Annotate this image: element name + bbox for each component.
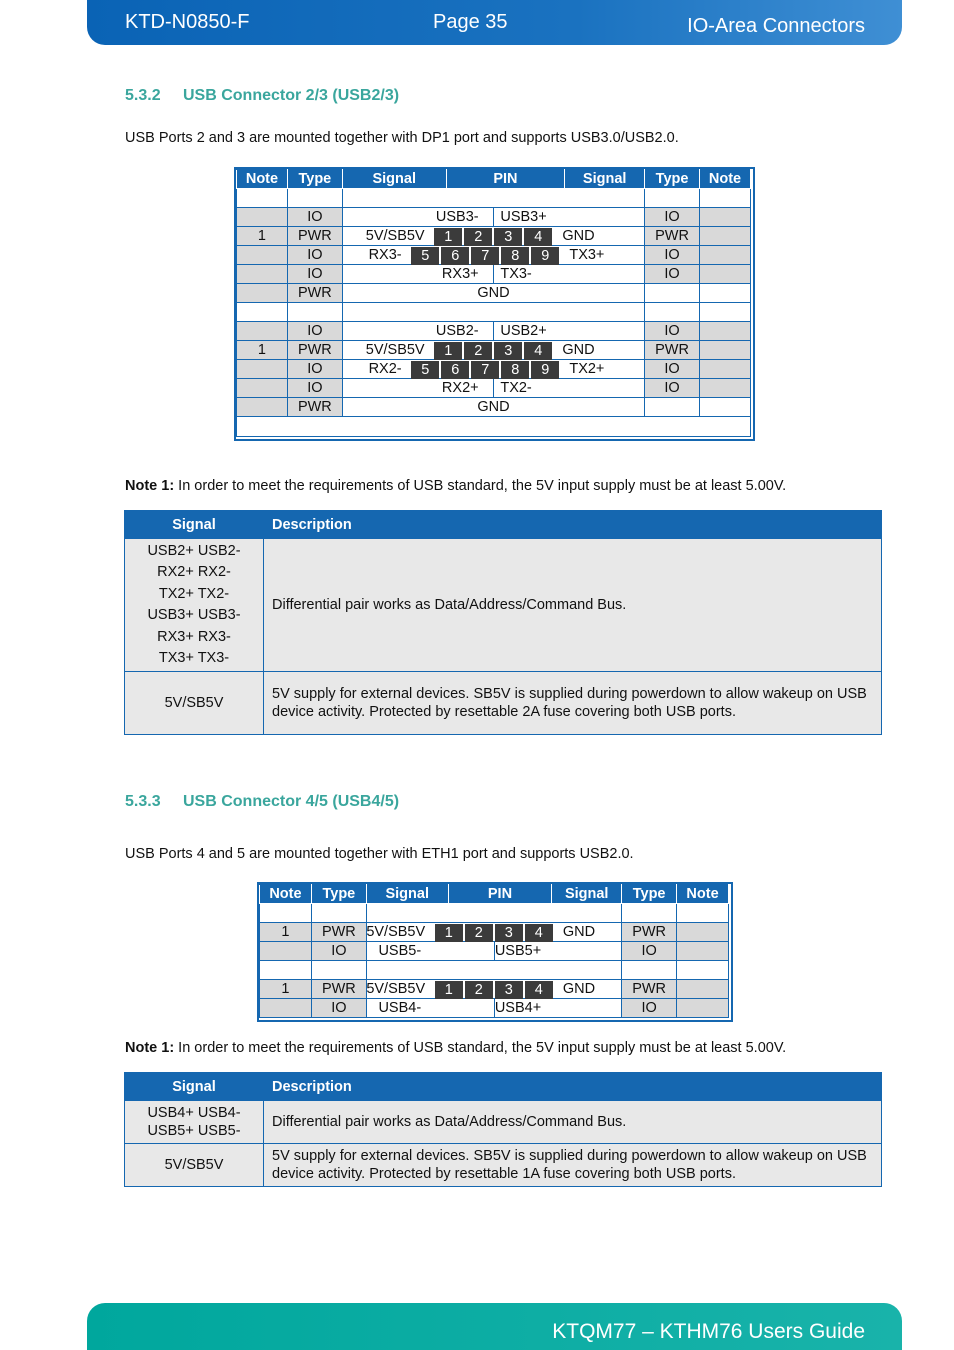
signal-name: 5V/SB5V — [164, 695, 224, 711]
signal-pin-cell — [342, 322, 644, 341]
signal-cell — [125, 1144, 264, 1187]
pin-number: 1 — [434, 228, 462, 246]
header-cell: Note — [260, 885, 312, 904]
note-cell — [237, 379, 288, 398]
note-cell — [677, 980, 729, 999]
signal-pin-area — [343, 341, 644, 359]
spacer-cell — [366, 904, 621, 923]
type-cell: IO — [287, 322, 342, 341]
spacer-cell — [622, 904, 677, 923]
table-header — [125, 511, 882, 539]
table-row — [237, 360, 751, 379]
type-cell: PWR — [287, 398, 342, 417]
note-label: Note 1: — [125, 478, 175, 494]
type-cell: IO — [287, 265, 342, 284]
signal-pin-cell — [342, 246, 644, 265]
type-cell: IO — [645, 265, 700, 284]
pin-number: 1 — [435, 981, 463, 999]
note-cell: 1 — [260, 980, 312, 999]
type-cell: IO — [645, 322, 700, 341]
spacer-cell — [342, 303, 644, 322]
signal-pin-area — [343, 265, 644, 283]
note-cell — [700, 246, 751, 265]
signal-name: USB4+ USB4- — [147, 1105, 241, 1121]
signal-right: TX2+ — [569, 361, 605, 377]
header-cell: Type — [311, 885, 366, 904]
divider — [493, 208, 494, 226]
note-cell — [260, 999, 312, 1018]
type-cell — [645, 398, 700, 417]
table-row — [237, 208, 751, 227]
description-cell: Differential pair works as Data/Address/Command Bus. — [264, 539, 882, 672]
type-cell: PWR — [311, 923, 366, 942]
signal-right: GND — [562, 228, 595, 244]
pin-number: 5 — [411, 247, 439, 265]
table-row — [260, 999, 729, 1018]
header-cell: Signal — [366, 885, 448, 904]
type-cell: IO — [287, 246, 342, 265]
section-title: USB Connector 2/3 (USB2/3) — [183, 87, 400, 104]
note-1 — [125, 1040, 786, 1056]
signal-pin-cell — [366, 999, 621, 1018]
header-cell: Signal — [125, 511, 264, 539]
signal-pin-cell — [342, 265, 644, 284]
type-cell: PWR — [622, 923, 677, 942]
pin-number: 4 — [524, 228, 552, 246]
note-cell — [260, 942, 312, 961]
type-cell: IO — [287, 208, 342, 227]
signal-right: TX2- — [500, 380, 532, 396]
type-cell: IO — [287, 360, 342, 379]
table-row — [260, 923, 729, 942]
table-row — [237, 379, 751, 398]
spacer-cell — [237, 303, 288, 322]
signal-pin-cell — [366, 942, 621, 961]
pin-number: 3 — [495, 924, 523, 942]
type-cell: IO — [645, 246, 700, 265]
spacer-cell — [645, 303, 700, 322]
signal-left: RX3+ — [441, 266, 479, 282]
doc-id: KTD-N0850-F — [125, 11, 250, 33]
type-cell: IO — [311, 942, 366, 961]
signal-pin-cell: GND — [342, 398, 644, 417]
signal-name: RX2+ RX2- — [157, 564, 231, 580]
header-cell: PIN — [448, 885, 552, 904]
spacer-cell — [237, 189, 288, 208]
type-cell: PWR — [287, 227, 342, 246]
spacer-cell — [287, 189, 342, 208]
spacer-cell — [311, 961, 366, 980]
signal-pin-area — [343, 246, 644, 264]
header-cell: PIN — [446, 170, 565, 189]
type-cell: IO — [645, 360, 700, 379]
description-row — [125, 539, 882, 672]
header-cell: Note — [700, 170, 751, 189]
table-row — [237, 246, 751, 265]
table-header — [125, 1073, 882, 1101]
type-cell: IO — [622, 942, 677, 961]
pin-number: 8 — [501, 247, 529, 265]
signal-pin-cell — [342, 341, 644, 360]
type-cell: PWR — [287, 284, 342, 303]
signal-right: USB2+ — [500, 323, 547, 339]
usb23-pin-table — [236, 169, 751, 437]
pin-number: 7 — [471, 361, 499, 379]
signal-pin-area — [367, 942, 621, 960]
header-cell: Type — [287, 170, 342, 189]
type-cell: IO — [311, 999, 366, 1018]
spacer-cell — [366, 961, 621, 980]
signal-pin-area — [343, 379, 644, 397]
spacer-cell — [237, 417, 751, 437]
signal-right: USB4+ — [494, 1000, 542, 1016]
header-cell: Signal — [552, 885, 622, 904]
note-cell — [237, 246, 288, 265]
signal-pin-area — [343, 208, 644, 226]
type-cell: PWR — [645, 227, 700, 246]
signal-name: RX3+ RX3- — [157, 628, 231, 645]
note-cell — [700, 360, 751, 379]
spacer-cell — [260, 961, 312, 980]
signal-name: USB5+ USB5- — [147, 1123, 241, 1139]
page-number: Page 35 — [433, 11, 508, 33]
header-cell: Description — [264, 1073, 882, 1101]
note-cell — [700, 284, 751, 303]
section-intro: USB Ports 2 and 3 are mounted together with DP1 port and supports USB3.0/USB2.0. — [125, 130, 679, 146]
note-cell — [677, 999, 729, 1018]
table-header — [260, 885, 729, 904]
signal-left: 5V/SB5V — [366, 981, 426, 997]
page-header — [87, 0, 902, 45]
table-header — [237, 170, 751, 189]
spacer-cell — [700, 303, 751, 322]
header-cell: Note — [677, 885, 729, 904]
guide-title: KTQM77 – KTHM76 Users Guide — [552, 1320, 865, 1343]
spacer-cell — [287, 303, 342, 322]
divider — [493, 265, 494, 283]
signal-right: GND — [562, 924, 596, 940]
note-label: Note 1: — [125, 1040, 175, 1056]
signal-cell — [125, 539, 264, 672]
pin-number: 4 — [525, 981, 553, 999]
spacer-cell — [311, 904, 366, 923]
type-cell: PWR — [622, 980, 677, 999]
signal-pin-area — [367, 923, 621, 941]
note-cell — [237, 322, 288, 341]
note-1 — [125, 478, 786, 494]
usb23-signal-description-table — [124, 510, 882, 735]
pin-number: 2 — [464, 342, 492, 360]
signal-pin-area — [343, 360, 644, 378]
signal-pin-area — [367, 999, 621, 1017]
divider — [493, 379, 494, 397]
signal-left: USB4- — [378, 1000, 422, 1016]
signal-cell — [125, 1101, 264, 1144]
signal-name: 5V/SB5V — [164, 1157, 224, 1173]
signal-right: USB3+ — [500, 209, 547, 225]
note-cell — [700, 322, 751, 341]
signal-left: RX2+ — [441, 380, 479, 396]
section-number: 5.3.2 — [125, 87, 161, 104]
note-text: In order to meet the requirements of USB standard, the 5V input supply must be at least 5.00V. — [174, 1040, 787, 1056]
spacer-row — [237, 417, 751, 437]
signal-left: RX3- — [368, 247, 402, 263]
table-row — [237, 398, 751, 417]
signal-right: TX3+ — [569, 247, 605, 263]
note-cell — [237, 398, 288, 417]
signal-pin-cell — [366, 923, 621, 942]
pin-number: 9 — [531, 247, 559, 265]
type-cell: PWR — [311, 980, 366, 999]
spacer-row — [237, 189, 751, 208]
description-row — [125, 1144, 882, 1187]
header-cell: Signal — [565, 170, 645, 189]
signal-left: USB3- — [435, 209, 479, 225]
spacer-cell — [622, 961, 677, 980]
section-title: USB Connector 4/5 (USB4/5) — [183, 793, 400, 810]
note-cell — [677, 923, 729, 942]
header-cell: Note — [237, 170, 288, 189]
description-row — [125, 672, 882, 735]
header-cell: Signal — [342, 170, 446, 189]
signal-name: TX2+ TX2- — [158, 585, 230, 602]
note-cell — [237, 265, 288, 284]
description-cell: 5V supply for external devices. SB5V is supplied during powerdown to allow wakeup on USB device activity. Protected by resettable 2A fuse covering both USB ports. — [264, 672, 882, 735]
table-row — [237, 284, 751, 303]
pin-number: 3 — [494, 342, 522, 360]
signal-name: TX3+ TX3- — [158, 650, 230, 666]
note-cell — [237, 360, 288, 379]
spacer-cell — [260, 904, 312, 923]
pin-number: 7 — [471, 247, 499, 265]
signal-right: GND — [562, 981, 596, 997]
note-cell — [700, 265, 751, 284]
note-cell — [700, 398, 751, 417]
signal-left: USB2- — [435, 323, 479, 339]
type-cell — [645, 284, 700, 303]
divider — [493, 322, 494, 340]
spacer-cell — [677, 904, 729, 923]
header-cell: Signal — [125, 1073, 264, 1101]
table-row — [237, 341, 751, 360]
note-text: In order to meet the requirements of USB standard, the 5V input supply must be at least 5.00V. — [174, 478, 787, 494]
signal-pin-area — [343, 227, 644, 245]
signal-pin-cell — [342, 379, 644, 398]
note-cell — [677, 942, 729, 961]
spacer-cell — [677, 961, 729, 980]
signal-left: USB5- — [378, 943, 422, 959]
type-cell: IO — [287, 379, 342, 398]
signal-left: 5V/SB5V — [365, 228, 425, 244]
spacer-row — [237, 303, 751, 322]
pin-number: 1 — [435, 924, 463, 942]
header-cell: Description — [264, 511, 882, 539]
spacer-cell — [342, 189, 644, 208]
description-row — [125, 1101, 882, 1144]
pin-number: 9 — [531, 361, 559, 379]
description-cell: 5V supply for external devices. SB5V is supplied during powerdown to allow wakeup on USB device activity. Protected by resettable 1A fuse covering both USB ports. — [264, 1144, 882, 1187]
section-intro: USB Ports 4 and 5 are mounted together with ETH1 port and supports USB2.0. — [125, 846, 634, 862]
pin-number: 1 — [434, 342, 462, 360]
pin-number: 8 — [501, 361, 529, 379]
pin-number: 4 — [524, 342, 552, 360]
pin-number: 2 — [465, 924, 493, 942]
note-cell: 1 — [260, 923, 312, 942]
note-cell — [700, 208, 751, 227]
table-row — [237, 227, 751, 246]
pin-number: 4 — [525, 924, 553, 942]
type-cell: IO — [645, 379, 700, 398]
note-cell — [237, 208, 288, 227]
spacer-row — [260, 961, 729, 980]
note-cell: 1 — [237, 341, 288, 360]
signal-left: 5V/SB5V — [365, 342, 425, 358]
signal-pin-cell — [342, 227, 644, 246]
section-name: IO-Area Connectors — [687, 15, 865, 37]
table-row — [260, 942, 729, 961]
signal-pin-area — [367, 980, 621, 998]
pin-number: 3 — [494, 228, 522, 246]
signal-name: USB3+ USB3- — [147, 607, 241, 623]
pin-number: 6 — [441, 247, 469, 265]
section-heading-usb45 — [125, 793, 399, 811]
type-cell: IO — [622, 999, 677, 1018]
note-cell — [700, 227, 751, 246]
note-cell — [700, 379, 751, 398]
signal-name: USB2+ USB2- — [147, 542, 241, 559]
header-cell: Type — [645, 170, 700, 189]
signal-pin-cell — [366, 980, 621, 999]
usb45-pin-table — [259, 884, 729, 1018]
pin-number: 6 — [441, 361, 469, 379]
signal-right: GND — [562, 342, 595, 358]
pin-number: 2 — [464, 228, 492, 246]
header-cell: Type — [622, 885, 677, 904]
spacer-row — [260, 904, 729, 923]
pin-number: 3 — [495, 981, 523, 999]
table-row — [237, 322, 751, 341]
type-cell: PWR — [287, 341, 342, 360]
signal-cell — [125, 672, 264, 735]
note-cell — [237, 284, 288, 303]
signal-pin-area — [343, 322, 644, 340]
type-cell: PWR — [645, 341, 700, 360]
note-cell: 1 — [237, 227, 288, 246]
table-row — [260, 980, 729, 999]
signal-pin-cell — [342, 208, 644, 227]
usb45-signal-description-table — [124, 1072, 882, 1187]
signal-left: RX2- — [368, 361, 402, 377]
page-footer — [87, 1303, 902, 1350]
section-number: 5.3.3 — [125, 793, 161, 810]
section-heading-usb23 — [125, 87, 399, 105]
spacer-cell — [700, 189, 751, 208]
table-row — [237, 265, 751, 284]
spacer-cell — [645, 189, 700, 208]
pin-number: 2 — [465, 981, 493, 999]
pin-number: 5 — [411, 361, 439, 379]
signal-left: 5V/SB5V — [366, 924, 426, 940]
type-cell: IO — [645, 208, 700, 227]
description-cell: Differential pair works as Data/Address/Command Bus. — [264, 1101, 882, 1144]
signal-pin-cell — [342, 360, 644, 379]
signal-right: TX3- — [500, 266, 532, 282]
signal-right: USB5+ — [494, 943, 542, 959]
signal-pin-cell: GND — [342, 284, 644, 303]
note-cell — [700, 341, 751, 360]
